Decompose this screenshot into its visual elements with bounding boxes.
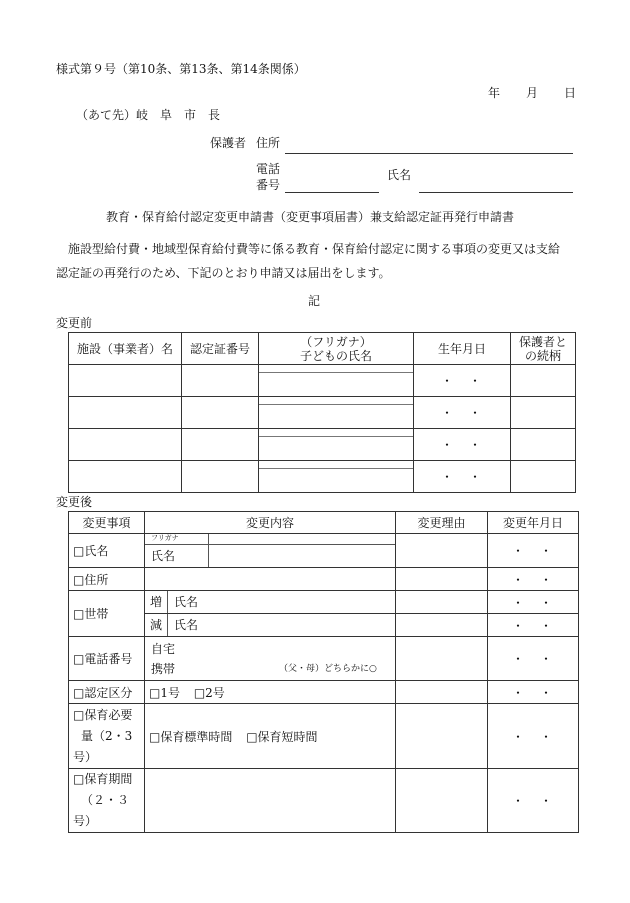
guardian-label: 保護者	[210, 136, 247, 150]
short-time-checkbox[interactable]	[246, 730, 257, 744]
class-1-checkbox[interactable]	[149, 686, 160, 700]
table-row: ・ ・	[69, 397, 576, 429]
after-header-content: 変更内容	[145, 512, 396, 534]
document-title: 教育・保育給付認定変更申請書（変更事項届書）兼支給認定証再発行申請書	[106, 210, 515, 224]
body-text-1: 施設型給付費・地域型保育給付費等に係る教育・保育給付認定に関する事項の変更又は支給	[68, 242, 561, 256]
before-header-birth: 生年月日	[414, 333, 511, 365]
table-row: ・ ・	[69, 429, 576, 461]
before-header-child	[259, 333, 414, 365]
checkbox-icon[interactable]	[73, 772, 84, 786]
before-header-cert: 認定証番号	[182, 333, 259, 365]
parent-note: （父・母）どちらかに○	[279, 663, 377, 674]
checkbox-icon[interactable]	[73, 652, 84, 666]
home-phone-label: 自宅	[151, 641, 176, 656]
phone-label-2: 番号	[256, 178, 281, 192]
after-header-item: 変更事項	[69, 512, 145, 534]
form-number: 様式第９号（第10条、第13条、第14条関係）	[56, 62, 306, 76]
before-header-facility: 施設（事業者）名	[69, 333, 182, 365]
checkbox-icon[interactable]	[73, 607, 84, 621]
address-field[interactable]	[285, 153, 573, 154]
date-day: 日	[564, 86, 577, 100]
mobile-phone-label: 携帯	[151, 661, 176, 676]
after-table: 変更事項 変更内容 変更理由 変更年月日 □ 氏名 フリガナ 氏名 ・ ・ □ 住所 ・ ・ □ 世帯 増 氏名 ・ ・ 減 氏名 ・ ・ □ 電話番号 自宅 携帯 （父・母）どちらかに○ ・ ・ □ 認定区分 □ 1号 □ 2号 ・ ・ □ 保育必要 量（2・3 号） □ 保育標準時間 □ 保育短時間 ・ ・ □ 保育期間 （２・３ 号） ・ ・	[68, 511, 579, 833]
body-text-2: 認定証の再発行のため、下記のとおり申請又は届出をします。	[56, 266, 391, 280]
furigana-label: フリガナ	[145, 534, 209, 544]
relation-2: の続柄	[524, 348, 561, 363]
date-year: 年	[488, 86, 501, 100]
name-inner-label: 氏名	[145, 545, 209, 567]
before-header-relation	[511, 333, 576, 365]
decrease-label: 減	[145, 614, 168, 636]
checkbox-icon[interactable]	[73, 708, 84, 722]
item-cert-class[interactable]: □ 認定区分	[69, 681, 145, 704]
standard-time-checkbox[interactable]	[149, 730, 160, 744]
address-label: 住所	[256, 136, 281, 150]
relation-1: 保護者と	[518, 334, 567, 349]
item-care-need[interactable]: □ 保育必要 量（2・3 号）	[69, 704, 145, 769]
item-phone[interactable]: □ 電話番号	[69, 637, 145, 681]
phone-label: 電話	[256, 162, 281, 176]
date-month: 月	[526, 86, 539, 100]
item-address[interactable]: □ 住所	[69, 568, 145, 591]
after-header-date: 変更年月日	[488, 512, 579, 534]
before-label: 変更前	[56, 316, 93, 330]
care-period-field[interactable]	[145, 769, 396, 833]
after-label: 変更後	[56, 495, 93, 509]
checkbox-icon[interactable]	[73, 573, 84, 587]
item-name[interactable]: □ 氏名	[69, 534, 145, 568]
after-header-reason: 変更理由	[396, 512, 488, 534]
ki-mark: 記	[308, 294, 321, 308]
increase-label: 増	[145, 591, 168, 613]
name-field[interactable]	[419, 192, 573, 193]
addressee: （あて先）岐 阜 市 長	[76, 108, 221, 122]
name-label: 氏名	[387, 168, 412, 182]
header-child-name: 子どもの氏名	[299, 348, 372, 363]
header-furigana: （フリガナ）	[300, 334, 372, 349]
item-household[interactable]: □ 世帯	[69, 591, 145, 637]
item-care-period[interactable]: □ 保育期間 （２・３ 号）	[69, 769, 145, 833]
phone-field[interactable]	[285, 192, 379, 193]
new-name-field[interactable]	[209, 545, 395, 567]
table-row: ・ ・	[69, 365, 576, 397]
checkbox-icon[interactable]	[73, 544, 84, 558]
table-row: ・ ・	[69, 461, 576, 493]
class-2-checkbox[interactable]	[194, 686, 205, 700]
checkbox-icon[interactable]	[73, 686, 84, 700]
new-address-field[interactable]	[145, 568, 396, 591]
before-table	[68, 332, 576, 493]
